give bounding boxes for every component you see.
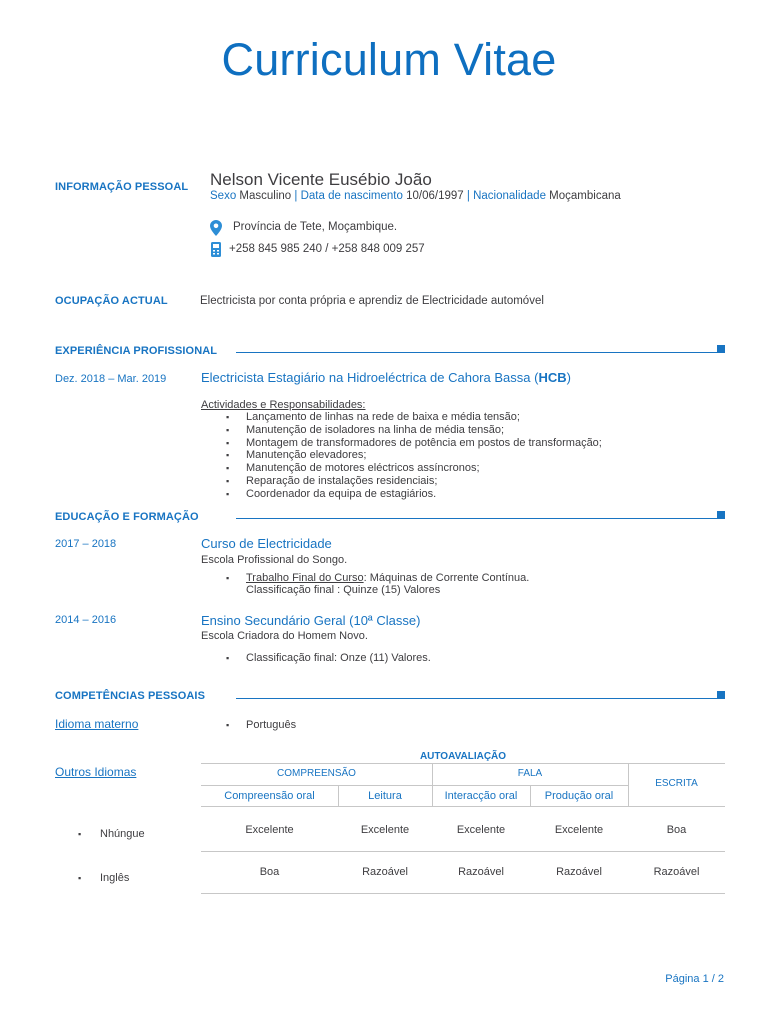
table-cell: Razoável [653,866,700,878]
final-work-text: : Máquinas de Corrente Contínua. [363,572,530,584]
table-cell: Excelente [554,824,604,836]
table-cell: Razoável [362,866,408,878]
table-line [201,785,628,786]
comprehension-header: COMPREENSÃO [277,768,356,779]
mother-tongue-label: Idioma materno [55,717,139,731]
table-line [201,806,725,807]
language-name: Nhúngue [100,828,145,840]
job-title-text: Electricista Estagiário na Hidroeléctrica de Cahora Bassa ( [201,370,539,385]
job-title-close: ) [566,370,571,385]
final-work-label: Trabalho Final do Curso [246,572,364,584]
phone-icon [210,242,222,257]
school-name: Escola Profissional do Songo. [201,554,348,566]
experience-period: Dez. 2018 – Mar. 2019 [55,373,167,385]
bullet: ▪ [78,873,82,883]
table-line [201,893,725,894]
experience-section-label: EXPERIÊNCIA PROFISSIONAL [55,345,218,357]
school-name: Escola Criadora do Homem Novo. [201,630,368,642]
col-listening: Compreensão oral [224,790,315,802]
section-rule-marker [717,511,725,519]
education-period: 2017 – 2018 [55,538,117,550]
section-rule [236,698,717,699]
dob-label: Data de nascimento [300,190,403,202]
mother-tongue [226,719,296,731]
full-name: Nelson Vicente Eusébio João [210,170,432,189]
bullet: ▪ [78,829,82,839]
table-cell: Excelente [360,824,410,836]
table-cell: Boa [666,824,687,836]
course-title: Ensino Secundário Geral (10ª Classe) [201,613,421,628]
separator: | [294,190,298,202]
activities-list [226,411,602,501]
self-assessment-title: AUTOAVALIAÇÃO [419,751,507,762]
nationality-label: Nacionalidade [473,190,546,202]
sex-value: Masculino [239,190,292,202]
skills-section-label: COMPETÊNCIAS PESSOAIS [55,690,206,702]
language-row-label [78,828,145,840]
table-line [201,851,725,852]
table-cell: Razoável [556,866,602,878]
list-item: ▪ Manutenção elevadores; [226,449,602,462]
list-item: ▪ Montagem de transformadores de potência em postos de transformação; [226,437,602,450]
job-title-employer-abbr: HCB [538,370,567,385]
page-number: Página 1 / 2 [665,973,724,985]
list-item: ▪ Manutenção de isoladores na linha de média tensão; [226,424,602,437]
section-rule-marker [717,345,725,353]
language-name: Inglês [100,872,130,884]
phone-text: +258 845 985 240 / +258 848 009 257 [229,243,425,255]
list-item: ▪ Lançamento de linhas na rede de baixa e média tensão; [226,411,602,424]
table-cell: Razoável [458,866,504,878]
mother-tongue-value: Português [246,719,297,731]
list-item: ▪ Reparação de instalações residenciais; [226,475,602,488]
speaking-header: FALA [517,768,543,779]
education-period: 2014 – 2016 [55,614,117,626]
table-line [201,763,725,764]
bullet: ▪ [226,573,230,583]
col-reading: Leitura [368,790,402,802]
personal-details-line [210,190,621,202]
location-pin-icon [210,220,222,236]
col-interaction: Interacção oral [444,790,518,802]
table-cell: Excelente [456,824,506,836]
list-item: ▪ Manutenção de motores eléctricos assíncronos; [226,462,602,475]
occupation-text: Electricista por conta própria e aprendiz de Electricidade automóvel [200,295,544,307]
education-section-label: EDUCAÇÃO E FORMAÇÃO [55,511,199,523]
job-title [201,370,571,385]
page-title: Curriculum Vitae [221,34,557,85]
bullet: ▪ [226,653,230,663]
personal-info-section-label: INFORMAÇÃO PESSOAL [55,181,189,193]
table-cell: Boa [259,866,280,878]
writing-header: ESCRITA [655,778,698,789]
other-languages-label: Outros Idiomas [55,765,137,779]
sex-label: Sexo [210,190,237,202]
activities-heading: Actividades e Responsabilidades: [201,399,366,411]
nationality-value: Moçambicana [549,190,621,202]
separator: | [466,190,470,202]
final-grade-text: Classificação final: Onze (11) Valores. [246,652,431,664]
table-line [628,763,629,807]
course-title: Curso de Electricidade [201,536,332,551]
section-rule-marker [717,691,725,699]
course-detail [226,652,431,664]
final-grade: Classificação final : Quinze (15) Valores [246,584,441,596]
col-production: Produção oral [544,790,614,802]
address-text: Província de Tete, Moçambique. [233,221,398,233]
table-cell: Excelente [245,824,294,836]
section-rule [236,518,717,519]
list-item: ▪ Coordenador da equipa de estagiários. [226,488,602,501]
occupation-section-label: OCUPAÇÃO ACTUAL [55,295,168,307]
section-rule [236,352,717,353]
bullet: ▪ [226,720,230,730]
course-detail [226,572,529,584]
dob-value: 10/06/1997 [406,190,464,202]
language-row-label [78,872,129,884]
